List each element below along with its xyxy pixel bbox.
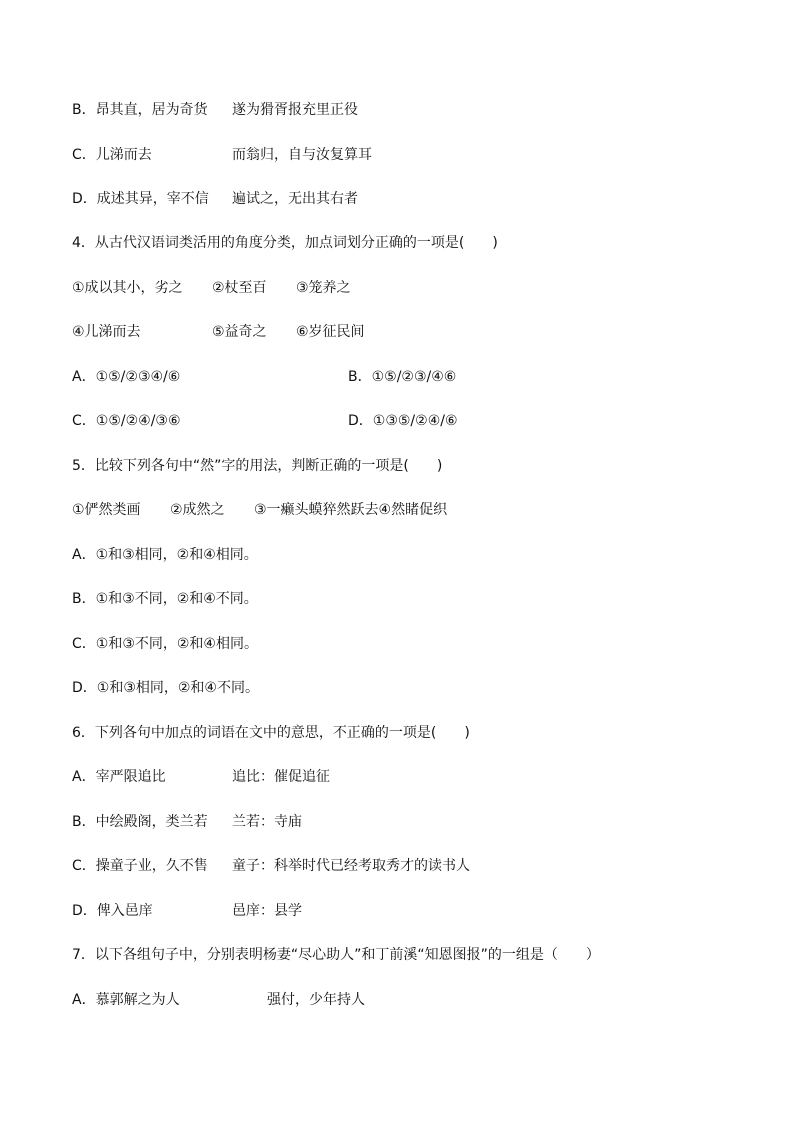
q5-item-1: ①俨然类画 — [72, 502, 141, 518]
q4-item-1: ①成以其小，劣之 — [72, 280, 183, 296]
q6-stem: 6．下列各句中加点的词语在文中的意思，不正确的一项是( ) — [72, 725, 470, 741]
q3-option-c-left: C．儿涕而去 — [72, 147, 152, 163]
q4-item-6: ⑥岁征民间 — [296, 324, 365, 340]
q4-option-c: C．①⑤/②④/③⑥ — [72, 413, 181, 429]
q6-option-b-left: B．中绘殿阁，类兰若 — [72, 814, 208, 830]
q4-option-d: D．①③⑤/②④/⑥ — [348, 413, 458, 429]
q7-option-a-right: 强付，少年持人 — [267, 992, 365, 1008]
q3-option-b-right: 遂为猾胥报充里正役 — [232, 102, 358, 118]
q3-option-c-right: 而翁归，自与汝复算耳 — [232, 147, 372, 163]
q5-option-a: A．①和③相同，②和④相同。 — [72, 547, 258, 563]
q3-option-d-right: 遍试之，无出其右者 — [232, 191, 358, 207]
q6-option-d-left: D．俾入邑庠 — [72, 903, 153, 919]
q5-item-2: ②成然之 — [170, 502, 225, 518]
q3-option-d-left: D．成述其异，宰不信 — [72, 191, 209, 207]
q6-option-c-right: 童子：科举时代已经考取秀才的读书人 — [232, 858, 470, 874]
q4-item-5: ⑤益奇之 — [212, 324, 267, 340]
q7-option-a-left: A．慕郭解之为人 — [72, 992, 180, 1008]
q5-stem: 5．比较下列各句中“然”字的用法，判断正确的一项是( ) — [72, 458, 443, 474]
q4-item-3: ③笼养之 — [296, 280, 351, 296]
q5-option-c: C．①和③不同，②和④相同。 — [72, 636, 258, 652]
q4-stem: 4．从古代汉语词类活用的角度分类，加点词划分正确的一项是( ) — [72, 235, 498, 251]
q4-option-a: A．①⑤/②③④/⑥ — [72, 369, 181, 385]
q6-option-d-right: 邑庠：县学 — [232, 903, 302, 919]
q3-option-b-left: B．昂其直，居为奇货 — [72, 102, 208, 118]
q5-item-3-4: ③一癞头蟆猝然跃去④然睹促织 — [254, 502, 448, 518]
q4-item-2: ②杖至百 — [212, 280, 267, 296]
q4-option-b: B．①⑤/②③/④⑥ — [348, 369, 457, 385]
q5-option-b: B．①和③不同，②和④不同。 — [72, 591, 258, 607]
q7-stem: 7．以下各组句子中，分别表明杨妻“尽心助人”和丁前溪“知恩图报”的一组是（ ） — [72, 947, 600, 963]
q6-option-c-left: C．操童子业，久不售 — [72, 858, 208, 874]
q6-option-b-right: 兰若：寺庙 — [232, 814, 302, 830]
q5-option-d: D．①和③相同，②和④不同。 — [72, 680, 259, 696]
q6-option-a-left: A．宰严限追比 — [72, 769, 166, 785]
q4-item-4: ④儿涕而去 — [72, 324, 141, 340]
q6-option-a-right: 追比：催促追征 — [232, 769, 330, 785]
